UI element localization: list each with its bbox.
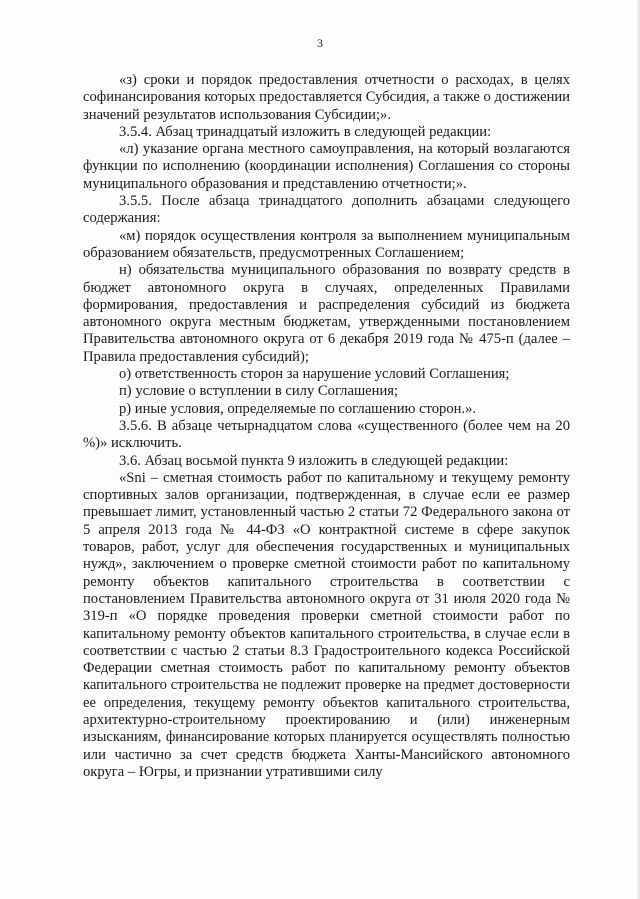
paragraph-3-5-5: 3.5.5. После абзаца тринадцатого дополнить абзацами следующего содержания: — [83, 193, 570, 227]
page-number: 3 — [317, 36, 323, 50]
paragraph-3-5-4: 3.5.4. Абзац тринадцатый изложить в следующей редакции: — [119, 123, 492, 140]
paragraph-item-p: п) условие о вступлении в силу Соглашения; — [119, 383, 399, 400]
paragraph-item-n: н) обязательства муниципального образования по возврату средств в бюджет автономного округа в случаях, определенных Правилами формирования, предоставления и распределения субсидий из бюджета автономного округа местным бюджетам, утвержденными постановлением Правительства автономного округа от 6 декабря 2019 года № 475-п (далее – Правила предоставления субсидий); — [83, 262, 570, 365]
paragraph-3-6: 3.6. Абзац восьмой пункта 9 изложить в следующей редакции: — [119, 452, 509, 469]
paragraph-item-o: о) ответственность сторон за нарушение условий Соглашения; — [119, 366, 510, 383]
paragraph-item-z: «з) сроки и порядок предоставления отчетности о расходах, в целях софинансирования которых предоставляется Субсидия, а также о достижении значений результатов использования Субсидии;». — [83, 72, 570, 123]
paragraph-3-5-6: 3.5.6. В абзаце четырнадцатом слова «существенного (более чем на 20 %)» исключить. — [83, 417, 570, 452]
document-body — [83, 72, 570, 781]
paragraph-item-r: р) иные условия, определяемые по соглашению сторон.». — [119, 400, 477, 417]
paragraph-item-m: «м) порядок осуществления контроля за выполнением муниципальным образованием обязательств, предусмотренных Соглашением; — [83, 227, 570, 261]
paragraph-item-l: «л) указание органа местного самоуправления, на который возлагаются функции по исполнению (координации исполнения) Соглашения со стороны муниципального образования и представлению отчетности;». — [83, 141, 570, 192]
paragraph-sni-definition: «Sni – сметная стоимость работ по капитальному и текущему ремонту спортивных залов организации, подтвержденная, в случае если ее размер превышает лимит, установленный частью 2 статьи 72 Федерального закона от 5 апреля 2013 года № 44-ФЗ «О контрактной системе в сфере закупок товаров, работ, услуг для обеспечения государственных и муниципальных нужд», заключением о проверке сметной стоимости работ по капитальному ремонту объектов капитального строительства в соответствии с постановлением Правительства автономного округа от 31 июля 2020 года № 319-п «О порядке проведения проверки сметной стоимости работ по капитальному ремонту объектов капитального строительства, в случае если в соответствии с частью 2 статьи 8.3 Градостроительного кодекса Российской Федерации сметная стоимость работ по капитальному ремонту объектов капитального строительства не подлежит проверке на предмет достоверности ее определения, текущему ремонту объектов капитального строительства, архитектурно-строительному проектированию и (или) инженерным изысканиям, финансирование которых планируется осуществлять полностью или частично за счет средств бюджета Ханты-Мансийского автономного округа – Югры, и признании утратившими силу — [83, 469, 570, 780]
